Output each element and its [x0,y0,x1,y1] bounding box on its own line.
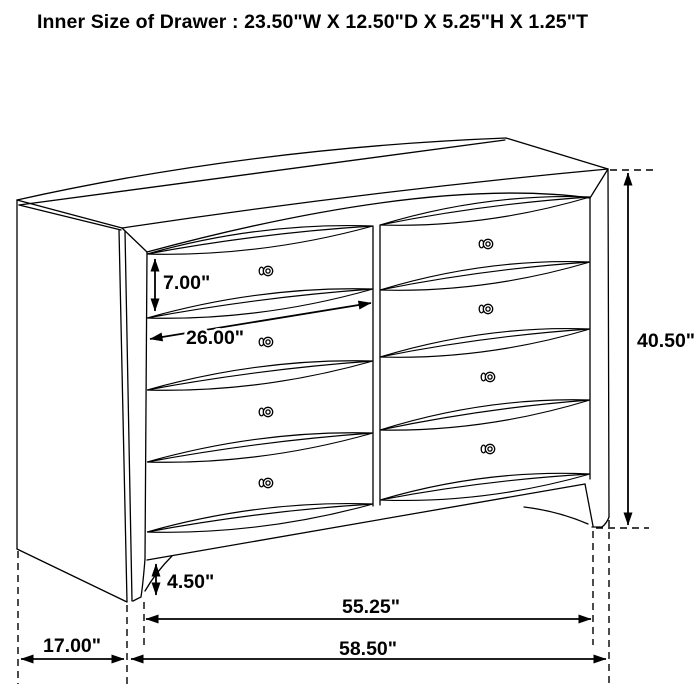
dimension-front-width [146,596,591,619]
drawer-lens [147,504,373,533]
base-bottom-edge [147,484,585,560]
drawer-lens [380,262,590,291]
drawer-knob-icon [479,239,492,248]
drawer-lens [147,361,373,391]
left-foot [133,559,145,601]
dresser-drawing [17,138,609,602]
dimension-overall-width [131,638,606,660]
right-foot [585,484,609,527]
drawer-knob-icon [479,304,492,313]
side-top-edge-inner [19,205,121,230]
dimension-label: 40.50" [637,330,696,352]
drawer-lens [380,197,590,226]
dimension-drawer-height [155,259,210,311]
page-title: Inner Size of Drawer : 23.50"W X 12.50"D X 5.25"H X 1.25"T [37,11,589,33]
side-bottom-edge [17,549,127,602]
dimension-label: 4.50" [167,571,215,593]
projection-lines [18,170,654,688]
top-back-edge [17,138,506,200]
top-back-edge-inner [19,140,505,205]
side-top-edge [17,200,122,228]
dresser-side-panel [17,200,132,602]
drawer-knob-icon [259,407,272,416]
top-right-bevel-edge [590,169,608,198]
drawer-knob-icon [259,478,272,487]
dimension-base-height [156,564,214,595]
drawer-lens [147,226,373,255]
top-front-edge [122,169,608,228]
drawer-lens [380,400,590,430]
drawer-divider [373,225,380,506]
face-right-outer-edge [608,169,609,517]
drawer-knob-icon [481,372,494,381]
drawer-knob-icon [481,444,494,453]
drawer-lens [380,473,590,500]
dimension-label: 26.00" [186,327,245,349]
dimension-label: 7.00" [163,272,211,294]
drawer-lens [147,433,373,463]
right-foot-flare [524,507,588,524]
dimension-label: 55.25" [341,596,401,618]
drawer-knob-icon [259,266,272,275]
dimension-label: 17.00" [42,635,102,657]
dimension-label: 58.50" [338,638,398,660]
dresser-top [17,138,608,252]
top-right-edge [506,138,608,169]
dresser-front-face [145,169,609,559]
dimension-overall-height [628,173,695,525]
face-left-stile [145,252,147,559]
dimension-depth [21,635,124,659]
drawer-knob-icon [259,337,272,346]
drawer-lens [380,329,590,358]
